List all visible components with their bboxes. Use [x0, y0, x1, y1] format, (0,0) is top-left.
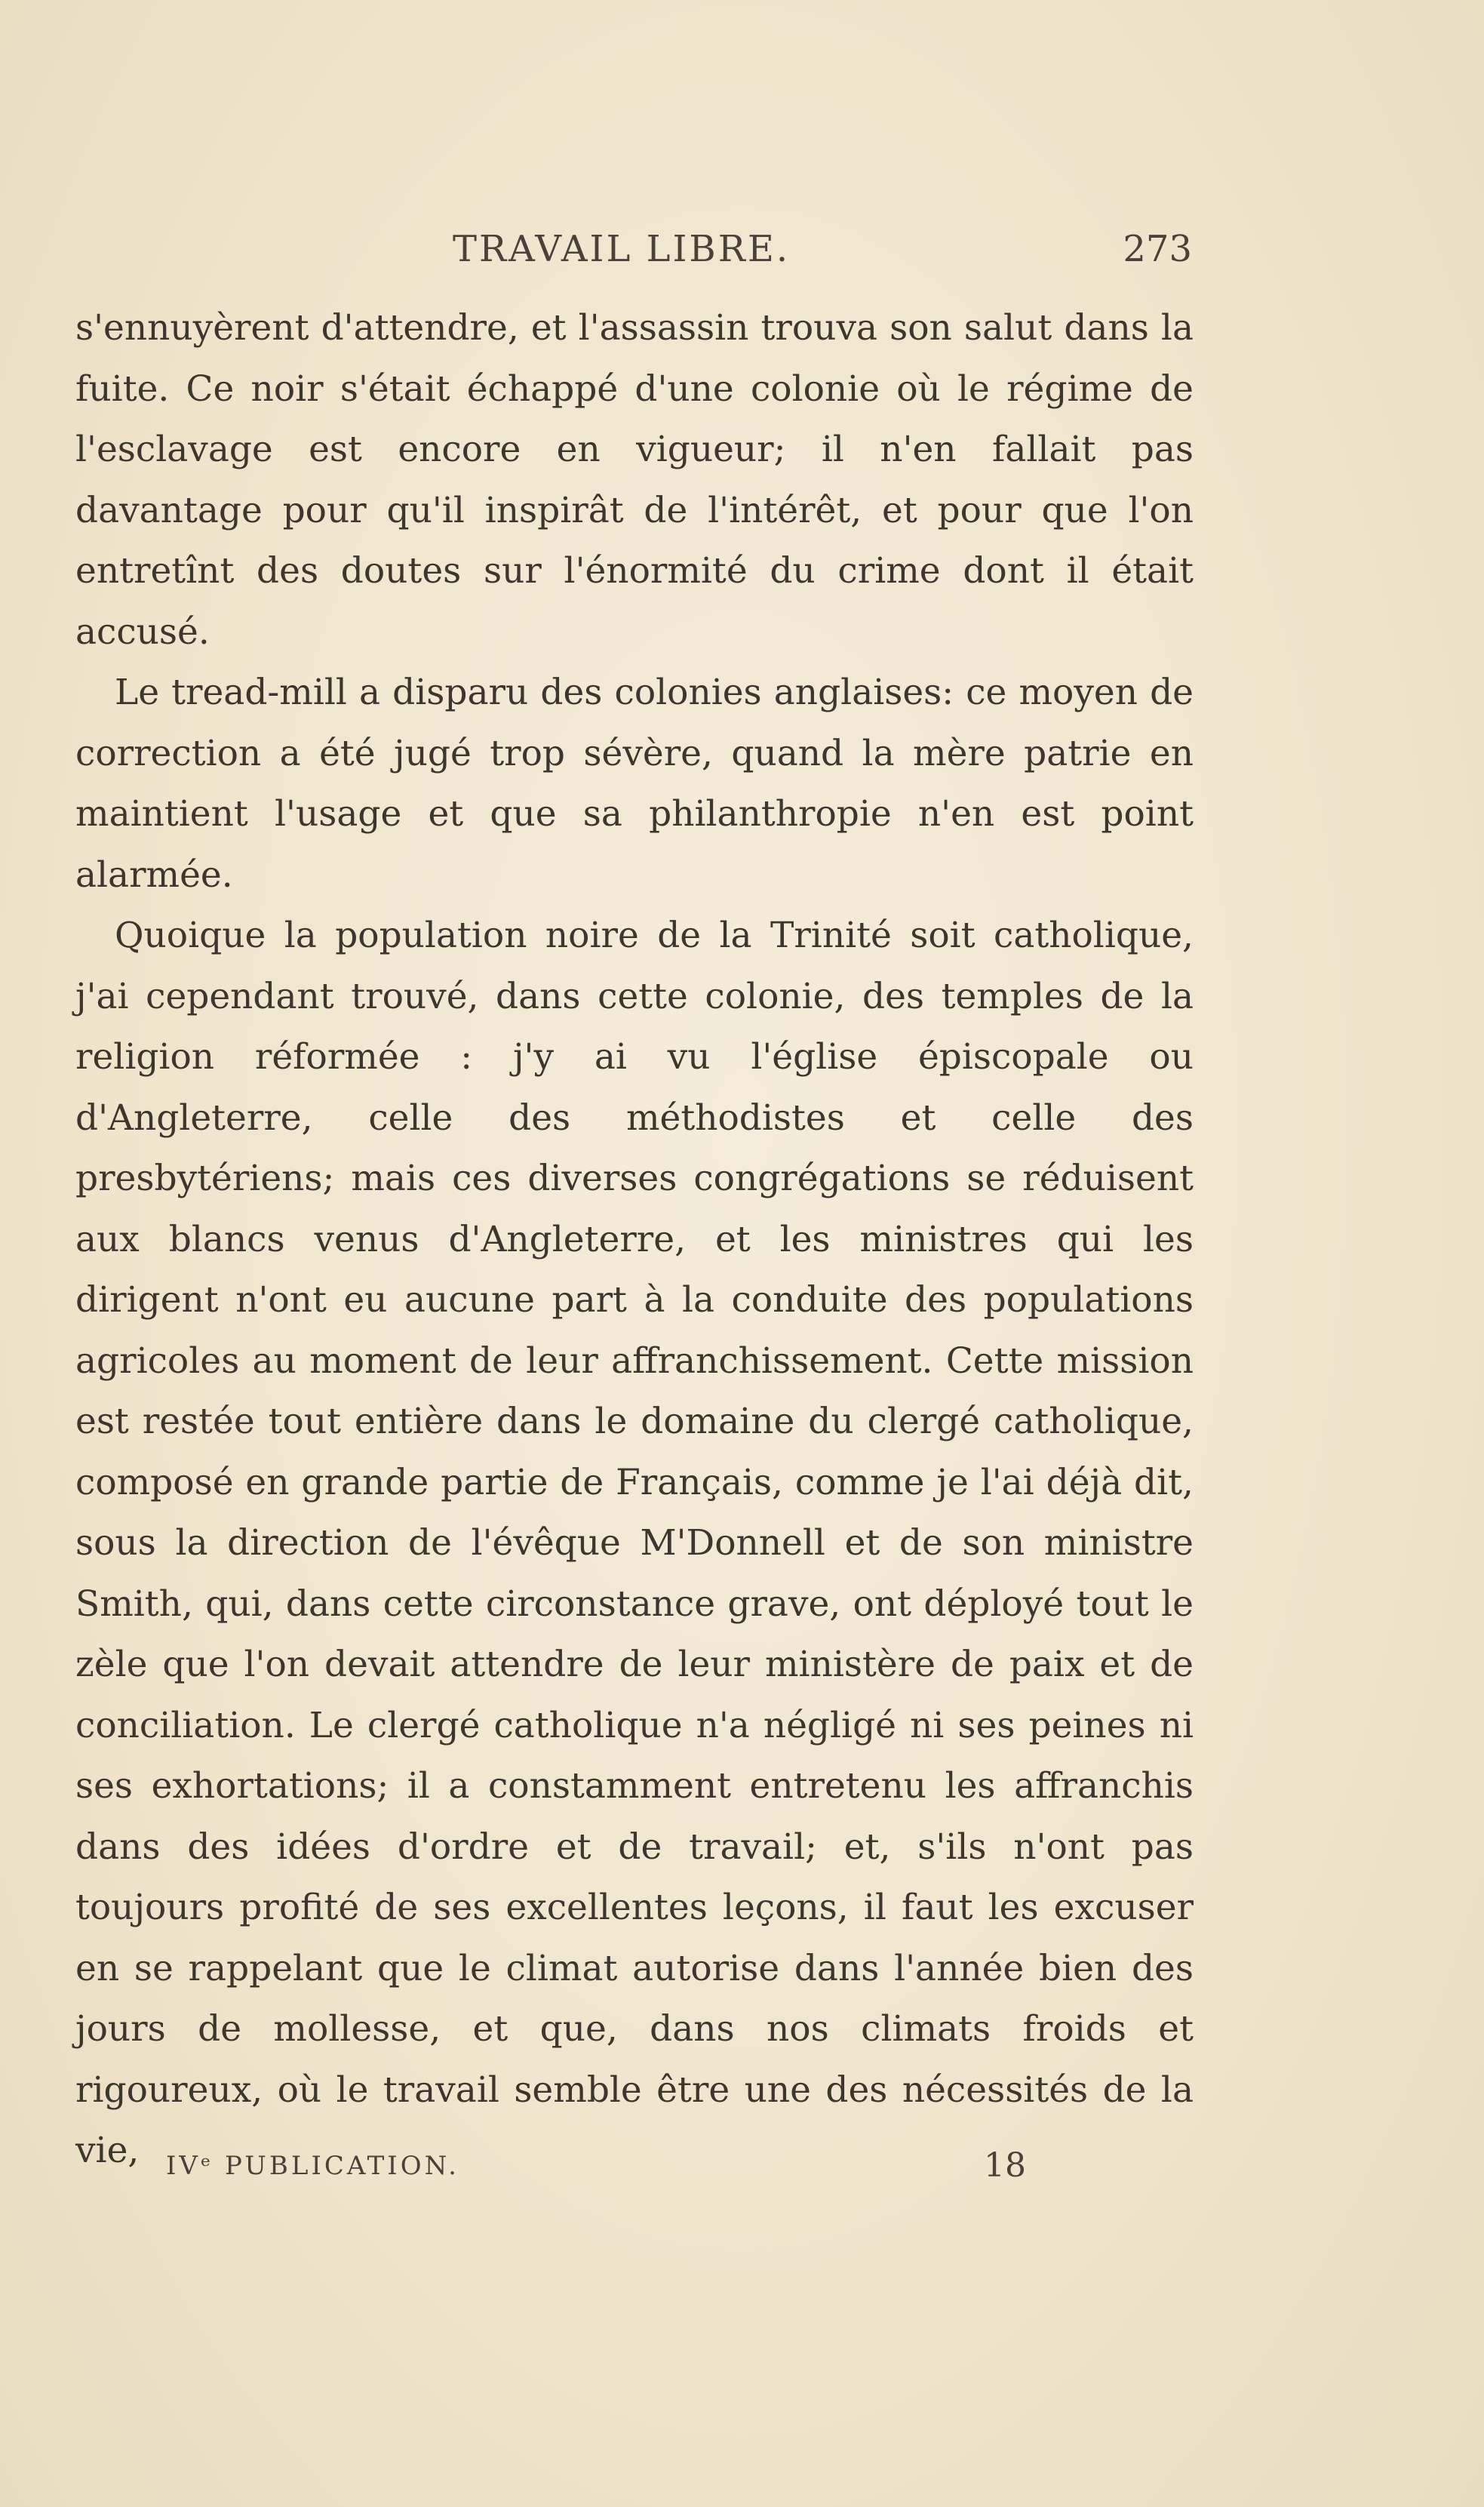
running-title: TRAVAIL LIBRE.	[453, 228, 791, 270]
paragraph-continuation: s'ennuyèrent d'attendre, et l'assassin trouva son salut dans la fuite. Ce noir s'était échappé d'une colonie où le régime de l'esclavage est encore en vigueur; il n'en fallait pas davantage pour qu'il inspirât de l'intérêt, et pour que l'on entretînt des doutes sur l'énormité du crime dont il était accusé.	[75, 307, 1194, 653]
page-header	[453, 228, 1192, 281]
body-text	[75, 298, 1194, 2182]
page-footer	[166, 2146, 1026, 2196]
page-number: 273	[1123, 228, 1192, 270]
signature-number: 18	[984, 2146, 1026, 2185]
signature-mark: IVᵉ PUBLICATION.	[166, 2151, 459, 2181]
paragraph-tread-mill: Le tread-mill a disparu des colonies anglaises: ce moyen de correction a été jugé trop sévère, quand la mère patrie en maintient l'usage et que sa philanthropie n'en est point alarmée.	[75, 672, 1194, 896]
paragraph-religion: Quoique la population noire de la Trinité soit catholique, j'ai cependant trouvé, dans cette colonie, des temples de la religion réformée : j'y ai vu l'église épiscopale ou d'Angleterre, celle des méthodistes et celle des presbytériens; mais ces diverses congrégations se réduisent aux blancs venus d'Angleterre, et les ministres qui les dirigent n'ont eu aucune part à la conduite des populations agricoles au moment de leur affranchissement. Cette mission est restée tout entière dans le domaine du clergé catholique, composé en grande partie de Français, comme je l'ai déjà dit, sous la direction de l'évêque M'Donnell et de son ministre Smith, qui, dans cette circonstance grave, ont déployé tout le zèle que l'on devait attendre de leur ministère de paix et de conciliation. Le clergé catholique n'a négligé ni ses peines ni ses exhortations; il a constamment entretenu les affranchis dans des idées d'ordre et de travail; et, s'ils n'ont pas toujours profité de ses excellentes leçons, il faut les excuser en se rappelant que le climat autorise dans l'année bien des jours de mollesse, et que, dans nos climats froids et rigoureux, où le travail semble être une des nécessités de la vie,	[75, 915, 1194, 2171]
